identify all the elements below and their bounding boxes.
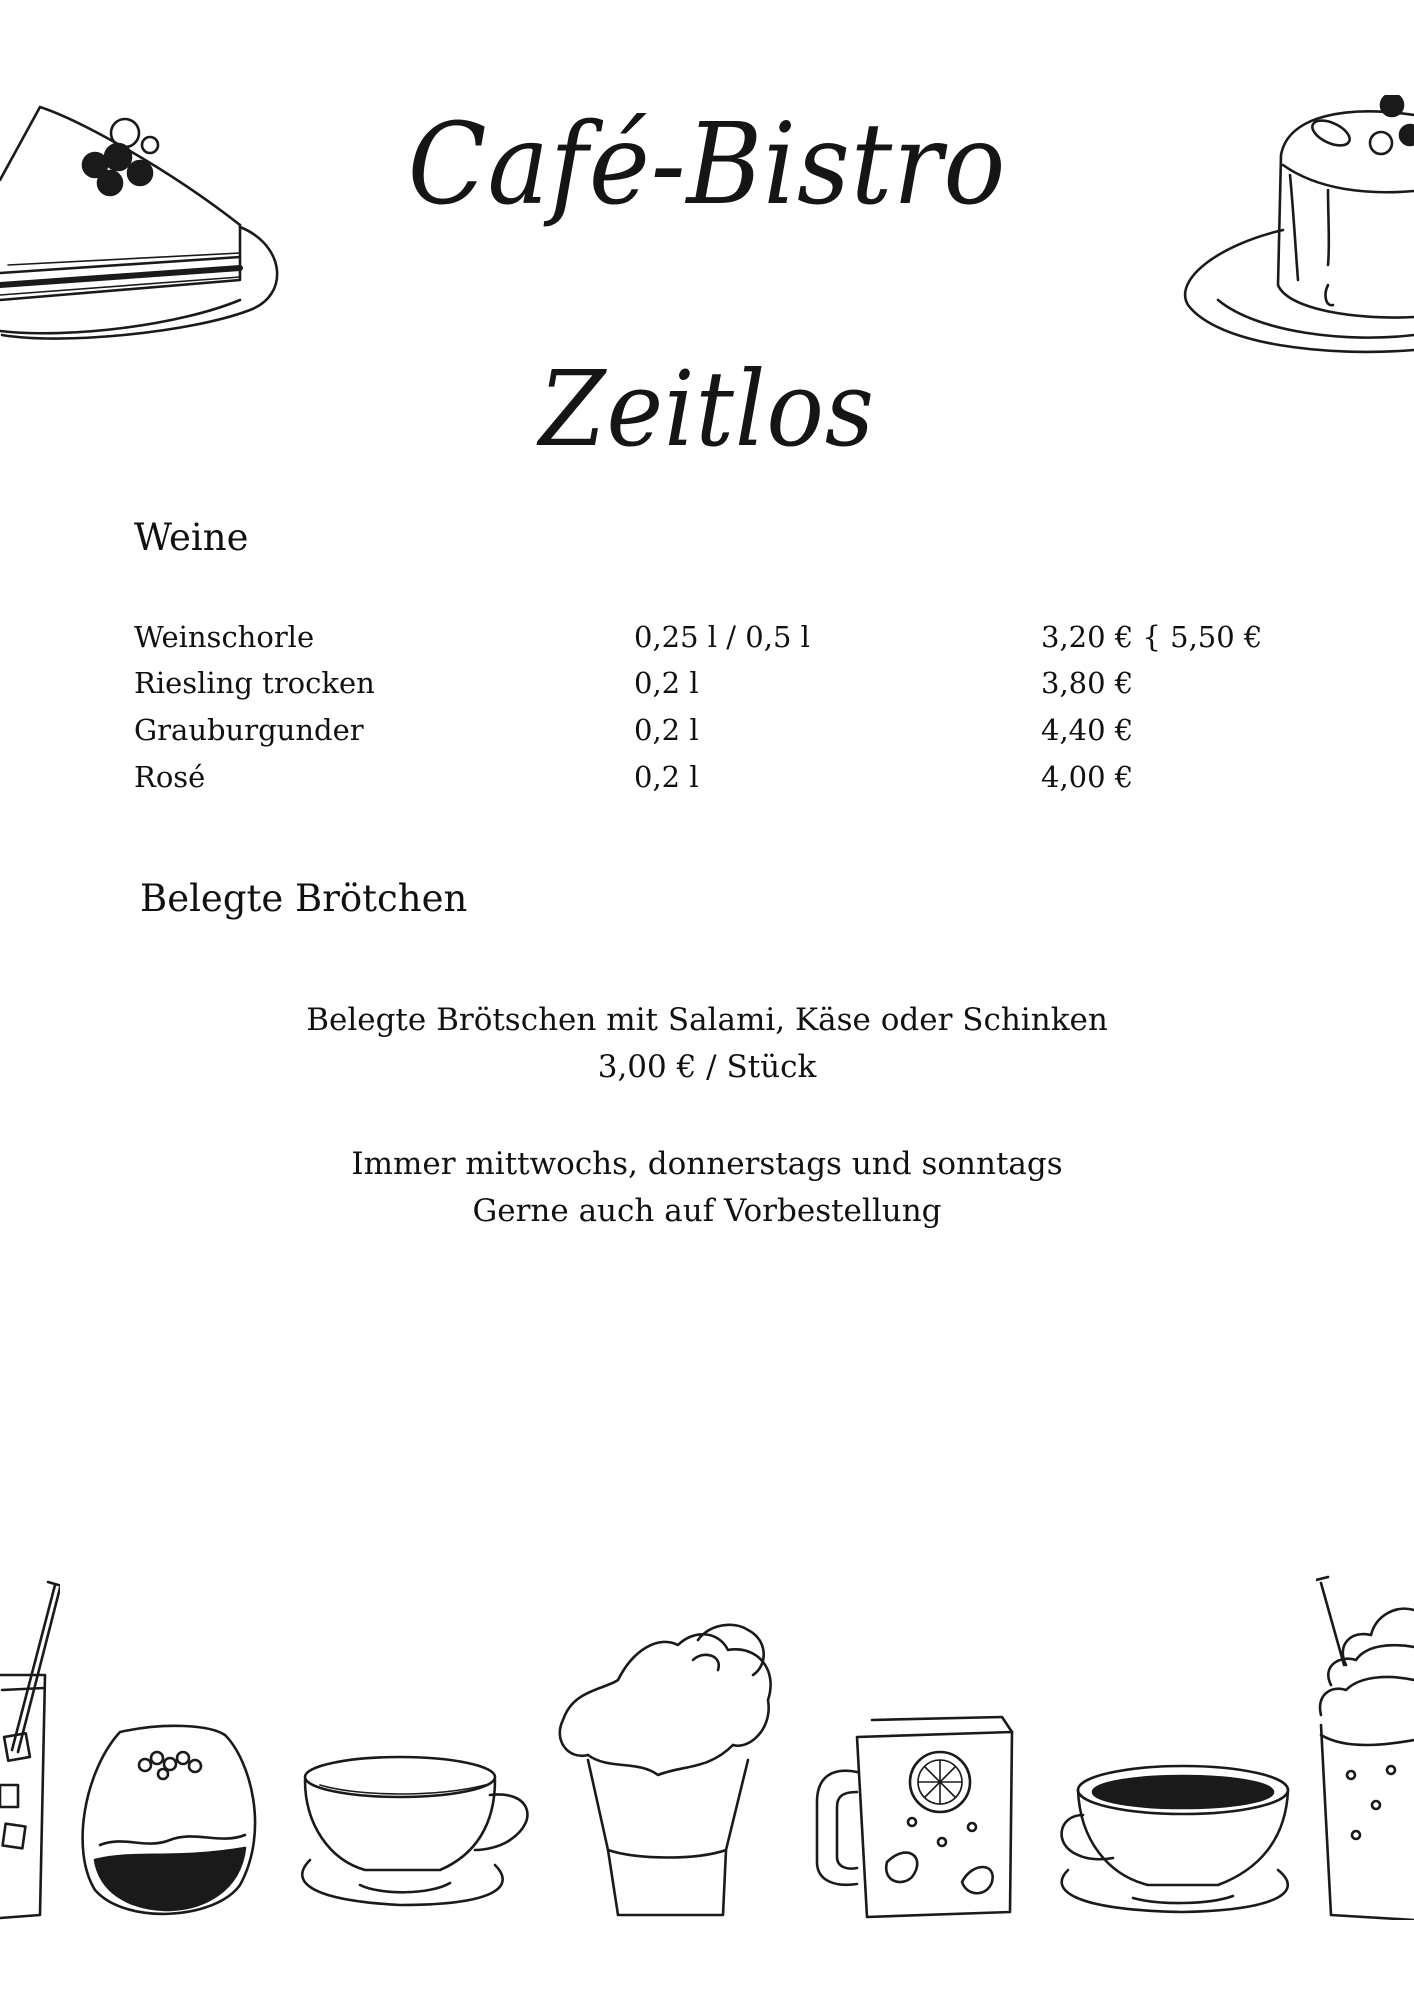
wine-name: Grauburgunder (134, 713, 364, 747)
wine-row (0, 713, 1414, 757)
sundae-icon (548, 1620, 786, 1920)
wine-row (0, 666, 1414, 710)
wine-price: 3,80 € (1041, 666, 1134, 700)
wine-row (0, 620, 1414, 664)
wine-name: Rosé (134, 760, 206, 794)
rolls-section-heading: Belegte Brötchen (140, 877, 468, 920)
wine-section-heading: Weine (134, 516, 249, 559)
iced-drink-icon (0, 1580, 60, 1920)
wine-size: 0,25 l / 0,5 l (634, 620, 810, 654)
wine-price: 4,40 € (1041, 713, 1134, 747)
wine-name: Riesling trocken (134, 666, 375, 700)
rolls-description: Belegte Brötschen mit Salami, Käse oder Schinken (306, 1002, 1108, 1038)
page-title: Café-Bistro (407, 100, 1007, 230)
jar-drink-icon (75, 1720, 265, 1925)
tea-glass-icon (812, 1712, 1017, 1920)
availability-note: Immer mittwochs, donnerstags und sonntags (351, 1146, 1063, 1182)
rolls-price: 3,00 € / Stück (597, 1049, 817, 1085)
wine-price: 3,20 € { 5,50 € (1041, 620, 1263, 654)
wine-price: 4,00 € (1041, 760, 1134, 794)
page-subtitle: Zeitlos (539, 348, 875, 470)
wine-size: 0,2 l (634, 666, 699, 700)
preorder-note: Gerne auch auf Vorbestellung (472, 1193, 942, 1229)
wine-size: 0,2 l (634, 760, 699, 794)
wine-row (0, 760, 1414, 804)
wine-name: Weinschorle (134, 620, 315, 654)
frappe-icon (1316, 1575, 1414, 1920)
wine-size: 0,2 l (634, 713, 699, 747)
cappuccino-icon (300, 1755, 540, 1920)
coffee-cup-icon (1058, 1760, 1294, 1920)
